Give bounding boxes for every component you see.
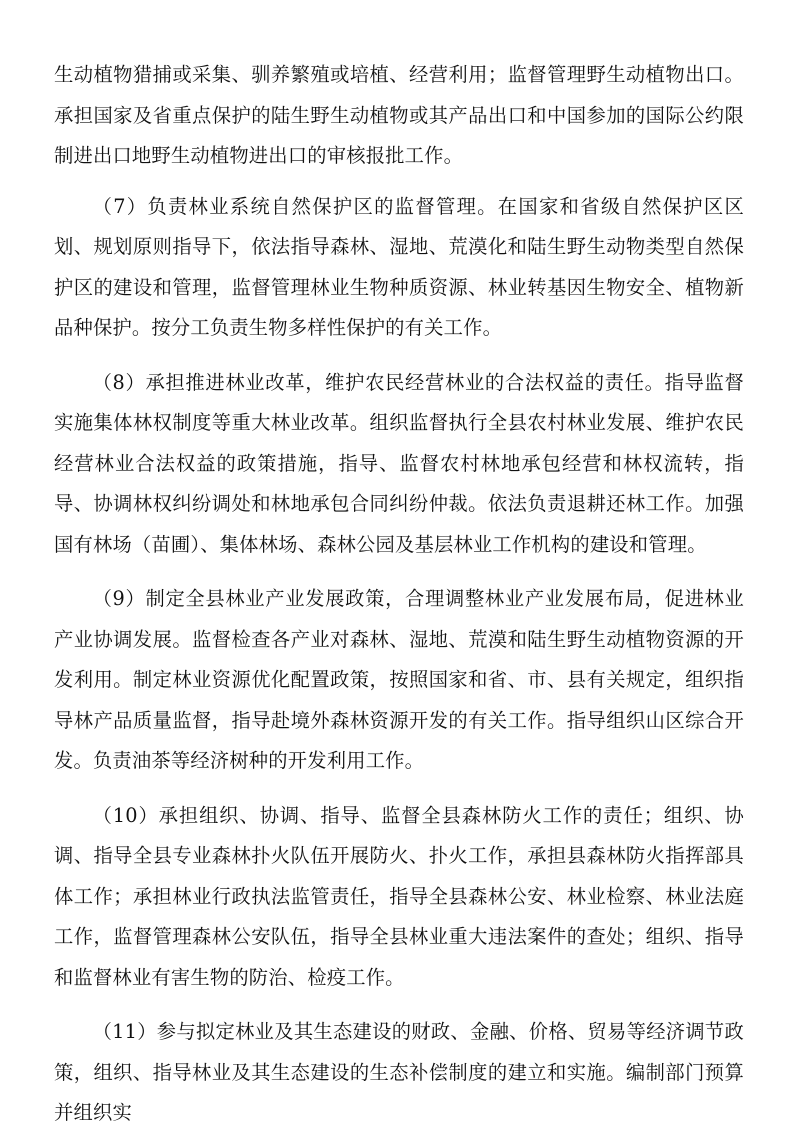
paragraph-item-9: （9）制定全县林业产业发展政策，合理调整林业产业发展布局，促进林业产业协调发展。监督检查各产业对森林、湿地、荒漠和陆生野生动植物资源的开发利用。制定林业资源优化配置政策，按照国家和省、市、县有关规定，组织指导林产品质量监督，指导赴境外森林资源开发的有关工作。指导组织山区综合开发。负责油茶等经济树种的开发利用工作。 [54,587,744,772]
paragraph-item-8: （8）承担推进林业改革，维护农民经营林业的合法权益的责任。指导监督实施集体林权制度等重大林业改革。组织监督执行全县农村林业发展、维护农民经营林业合法权益的政策措施，指导、监督农村林地承包经营和林权流转，指导、协调林权纠纷调处和林地承包合同纠纷仲裁。依法负责退耕还林工作。加强国有林场（苗圃）、集体林场、森林公园及基层林业工作机构的建设和管理。 [54,370,744,556]
paragraph-item-7: （7）负责林业系统自然保护区的监督管理。在国家和省级自然保护区区划、规划原则指导下，依法指导森林、湿地、荒漠化和陆生野生动物类型自然保护区的建设和管理，监督管理林业生物种质资源、林业转基因生物安全、植物新品种保护。按分工负责生物多样性保护的有关工作。 [54,194,744,339]
document-page [54,55,744,1148]
paragraph-wildlife-export: 生动植物猎捕或采集、驯养繁殖或培植、经营利用；监督管理野生动植物出口。承担国家及省重点保护的陆生野生动植物或其产品出口和中国参加的国际公约限制进出口地野生动植物进出口的审核报批工作。 [54,63,744,167]
paragraph-item-10: （10）承担组织、协调、指导、监督全县森林防火工作的责任；组织、协调、指导全县专业森林扑火队伍开展防火、扑火工作，承担县森林防火指挥部具体工作；承担林业行政执法监管责任，指导全县森林公安、林业检察、林业法庭工作，监督管理森林公安队伍，指导全县林业重大违法案件的查处；组织、指导和监督林业有害生物的防治、检疫工作。 [54,803,744,989]
paragraph-item-11: （11）参与拟定林业及其生态建设的财政、金融、价格、贸易等经济调节政策，组织、指导林业及其生态建设的生态补偿制度的建立和实施。编制部门预算并组织实 [54,1020,744,1124]
